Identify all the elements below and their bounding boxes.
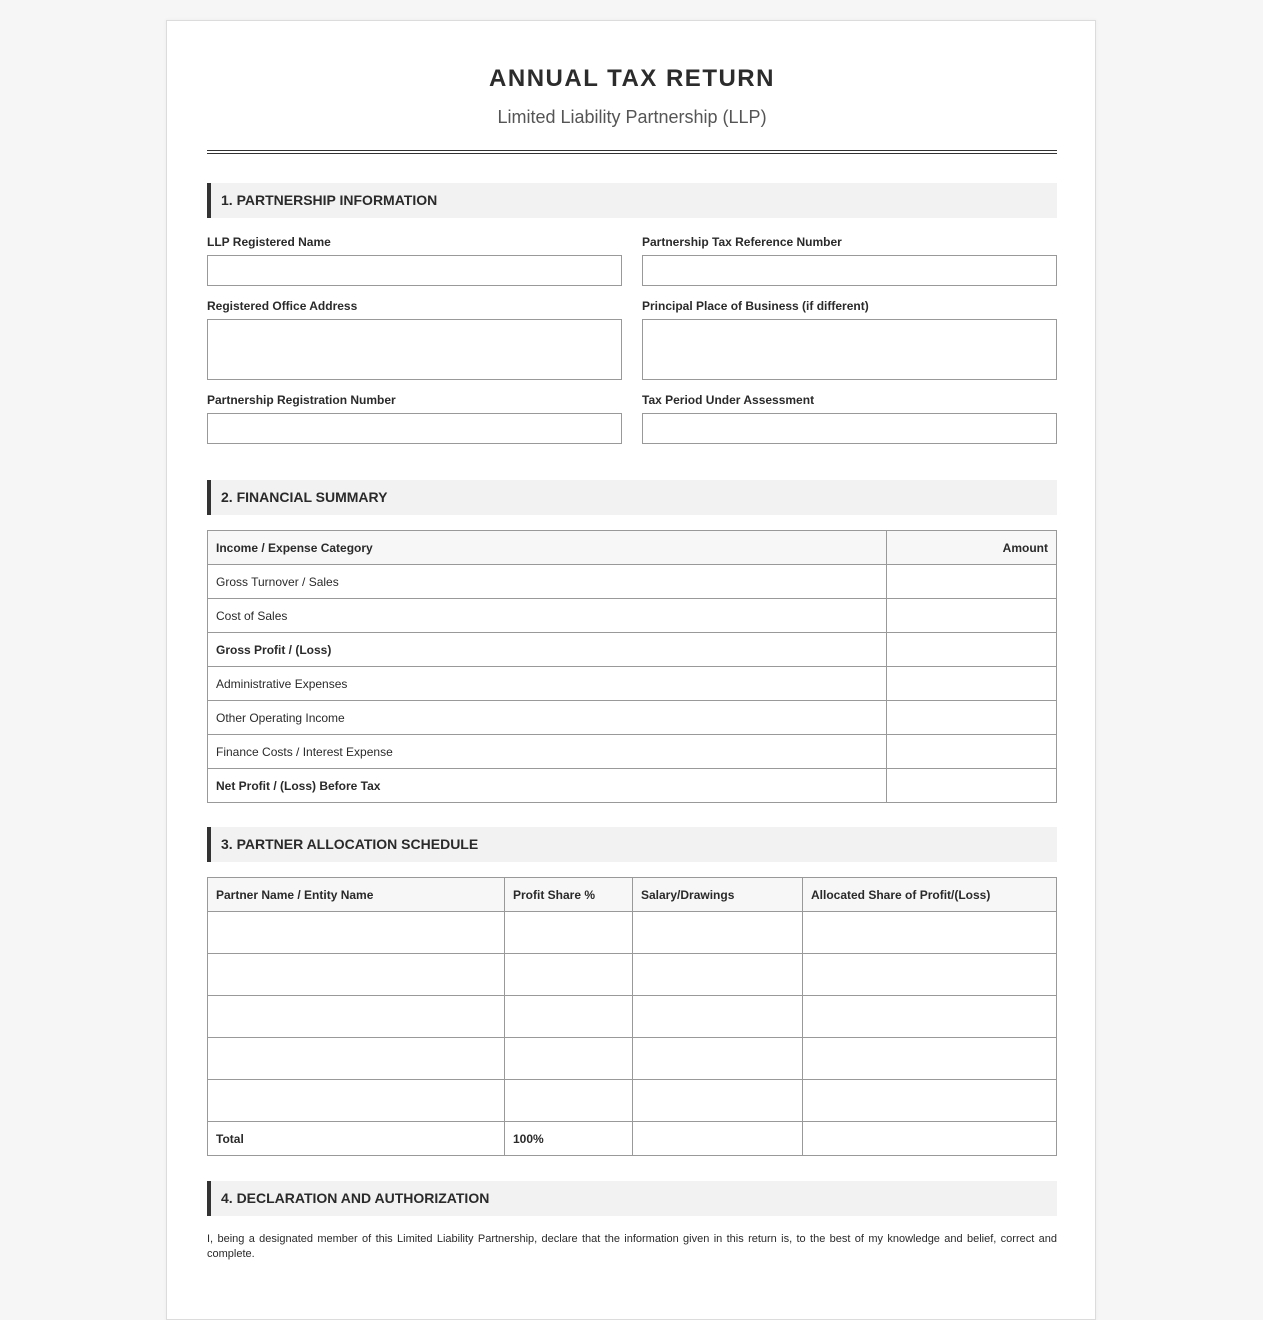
form-page [166,20,1096,1320]
profit-share-column-header: Profit Share % [505,878,633,912]
llp-name-field[interactable] [207,255,622,286]
total-profit-share: 100% [505,1122,633,1156]
partner-name-cell[interactable] [208,996,505,1038]
row-label: Other Operating Income [208,701,887,735]
row-label: Cost of Sales [208,599,887,633]
profit-share-cell[interactable] [505,954,633,996]
section-financial-summary-heading: 2. FINANCIAL SUMMARY [207,480,1057,515]
reg-number-label: Partnership Registration Number [207,393,396,407]
partner-name-cell[interactable] [208,912,505,954]
table-row [208,954,1057,996]
table-row [208,1038,1057,1080]
partner-name-cell[interactable] [208,954,505,996]
table-row [208,701,1057,735]
total-allocated-share-cell[interactable] [803,1122,1057,1156]
row-label: Finance Costs / Interest Expense [208,735,887,769]
row-label: Net Profit / (Loss) Before Tax [208,769,887,803]
tax-period-field[interactable] [642,413,1057,444]
table-header-row [208,531,1057,565]
allocated-share-cell[interactable] [803,1080,1057,1122]
allocated-share-cell[interactable] [803,954,1057,996]
amount-cell[interactable] [887,667,1057,701]
office-address-label: Registered Office Address [207,299,358,313]
amount-cell[interactable] [887,769,1057,803]
amount-cell[interactable] [887,599,1057,633]
office-address-field[interactable] [207,319,622,380]
table-header-row [208,878,1057,912]
llp-name-label: LLP Registered Name [207,235,331,249]
partner-name-cell[interactable] [208,1080,505,1122]
table-row [208,599,1057,633]
table-row [208,996,1057,1038]
title-divider [207,150,1057,154]
amount-cell[interactable] [887,565,1057,599]
tax-period-label: Tax Period Under Assessment [642,393,815,407]
table-row [208,667,1057,701]
tax-ref-label: Partnership Tax Reference Number [642,235,842,249]
profit-share-cell[interactable] [505,1080,633,1122]
amount-cell[interactable] [887,701,1057,735]
amount-cell[interactable] [887,633,1057,667]
profit-share-cell[interactable] [505,912,633,954]
salary-drawings-cell[interactable] [633,912,803,954]
salary-drawings-cell[interactable] [633,1038,803,1080]
allocated-share-cell[interactable] [803,1038,1057,1080]
partner-name-cell[interactable] [208,1038,505,1080]
section-partner-allocation-heading: 3. PARTNER ALLOCATION SCHEDULE [207,827,1057,862]
profit-share-cell[interactable] [505,996,633,1038]
amount-cell[interactable] [887,735,1057,769]
salary-drawings-cell[interactable] [633,996,803,1038]
profit-share-cell[interactable] [505,1038,633,1080]
form-title: ANNUAL TAX RETURN [489,65,775,92]
salary-drawings-cell[interactable] [633,954,803,996]
financial-summary-table [207,530,1057,803]
form-subtitle: Limited Liability Partnership (LLP) [497,107,767,127]
amount-column-header: Amount [887,531,1057,565]
row-label: Gross Turnover / Sales [208,565,887,599]
table-row [208,735,1057,769]
partner-name-column-header: Partner Name / Entity Name [208,878,505,912]
tax-ref-field[interactable] [642,255,1057,286]
principal-place-field[interactable] [642,319,1057,380]
category-column-header: Income / Expense Category [208,531,887,565]
principal-place-label: Principal Place of Business (if different) [642,299,869,313]
row-label: Gross Profit / (Loss) [208,633,887,667]
total-salary-drawings-cell[interactable] [633,1122,803,1156]
salary-drawings-column-header: Salary/Drawings [633,878,803,912]
partner-allocation-table [207,877,1057,1156]
table-row [208,769,1057,803]
declaration-text: I, being a designated member of this Limited Liability Partnership, declare that the information given in this return is, to the best of my knowledge and belief, correct and complete. [207,1233,1057,1260]
section-partnership-info-heading: 1. PARTNERSHIP INFORMATION [207,183,1057,218]
section-declaration-heading: 4. DECLARATION AND AUTHORIZATION [207,1181,1057,1216]
table-row [208,912,1057,954]
total-label: Total [208,1122,505,1156]
total-row [208,1122,1057,1156]
table-row [208,1080,1057,1122]
reg-number-field[interactable] [207,413,622,444]
table-row [208,565,1057,599]
row-label: Administrative Expenses [208,667,887,701]
salary-drawings-cell[interactable] [633,1080,803,1122]
allocated-share-cell[interactable] [803,912,1057,954]
allocated-share-column-header: Allocated Share of Profit/(Loss) [803,878,1057,912]
allocated-share-cell[interactable] [803,996,1057,1038]
table-row [208,633,1057,667]
